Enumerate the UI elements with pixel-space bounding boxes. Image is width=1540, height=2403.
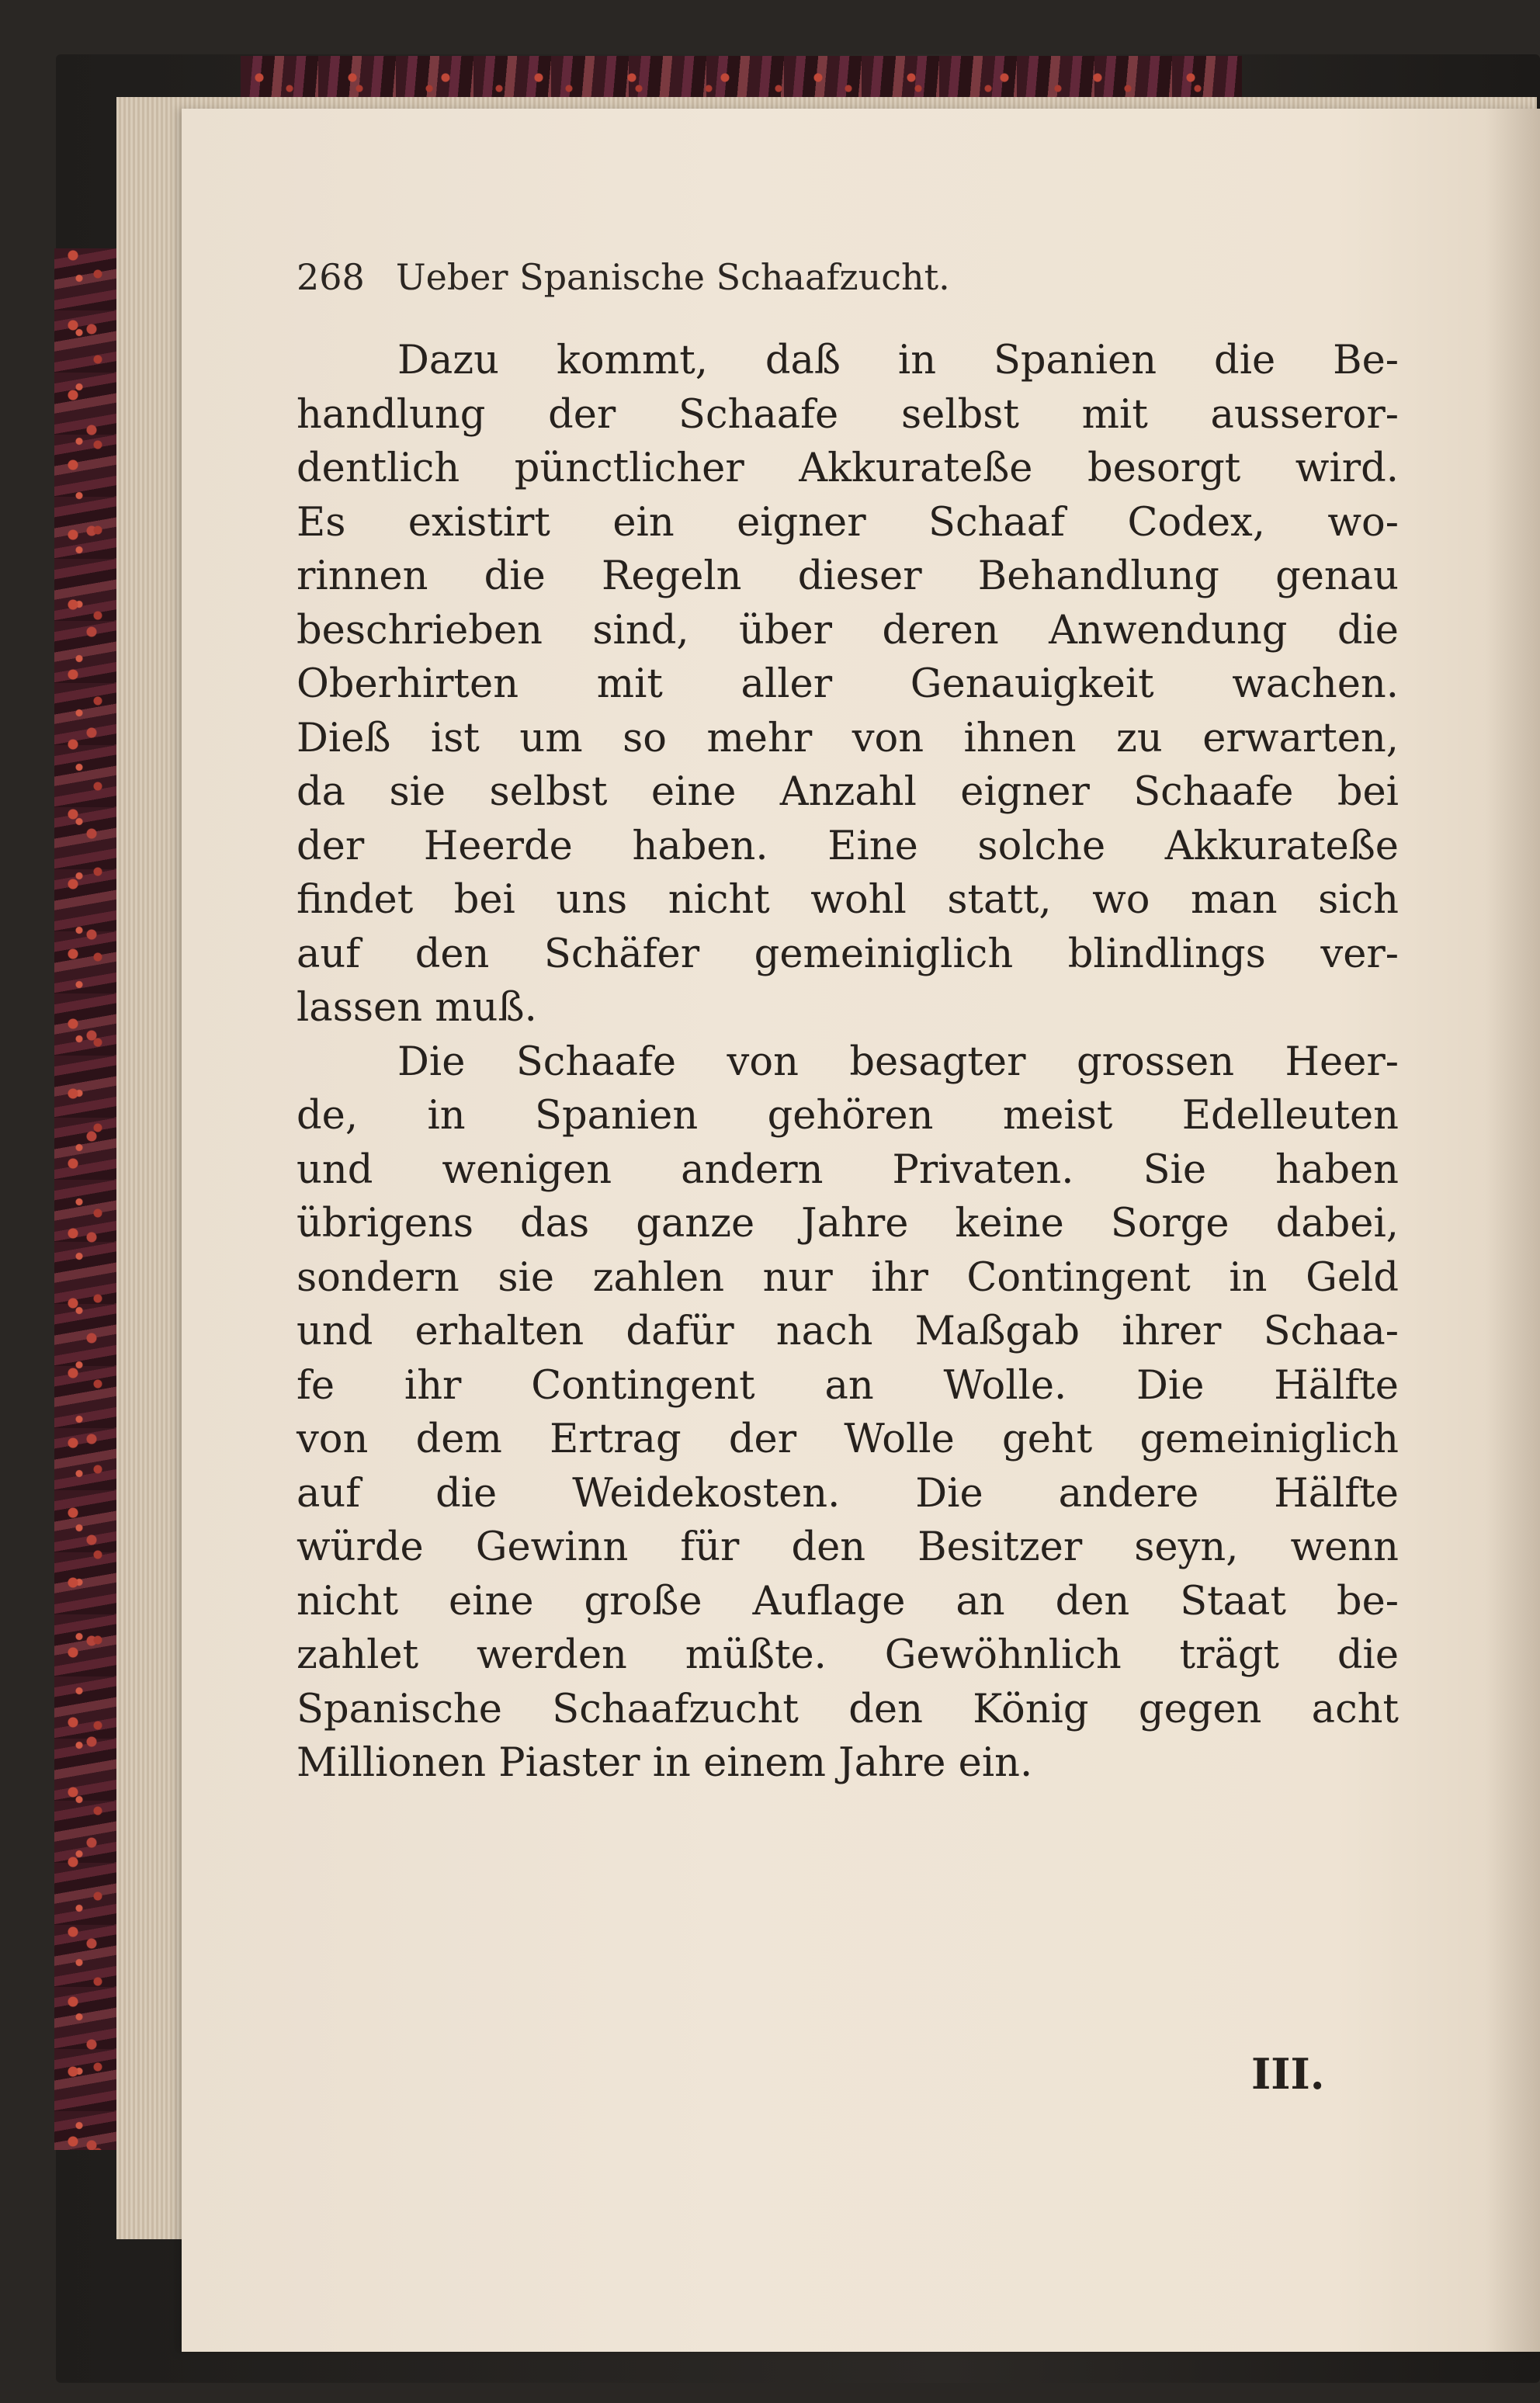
text-line: sondern sie zahlen nur ihr Contingent in Geld <box>297 1254 1399 1301</box>
marbled-endpaper-left <box>54 248 116 2150</box>
running-title: Ueber Spanische Schaafzucht. <box>395 256 950 298</box>
running-head <box>297 256 1306 298</box>
page-number: 268 <box>297 256 365 298</box>
catchword: III. <box>1251 2049 1325 2099</box>
text-line: fe ihr Contingent an Wolle. Die Hälfte <box>297 1362 1399 1409</box>
text-line: von dem Ertrag der Wolle geht gemeiniglich <box>297 1416 1399 1462</box>
text-line: Millionen Piaster in einem Jahre ein. <box>297 1740 1033 1786</box>
text-line: würde Gewinn für den Besitzer seyn, wenn <box>297 1524 1399 1570</box>
body-text <box>297 334 1399 1791</box>
text-line: findet bei uns nicht wohl statt, wo man sich <box>297 877 1399 923</box>
text-line: und wenigen andern Privaten. Sie haben <box>297 1146 1399 1193</box>
text-line: dentlich pünctlicher Akkurateße besorgt wird. <box>297 446 1399 491</box>
text-line: da sie selbst eine Anzahl eigner Schaafe bei <box>297 769 1399 815</box>
text-line: handlung der Schaafe selbst mit ausseror- <box>297 391 1399 438</box>
text-line: beschrieben sind, über deren Anwendung die <box>297 607 1399 654</box>
text-line: de, in Spanien gehören meist Edelleuten <box>297 1093 1399 1139</box>
text-line: auf den Schäfer gemeiniglich blindlings ver- <box>297 931 1399 977</box>
text-line: lassen muß. <box>297 985 537 1031</box>
text-line: zahlet werden müßte. Gewöhnlich trägt die <box>297 1632 1399 1678</box>
text-line: übrigens das ganze Jahre keine Sorge dabei, <box>297 1201 1399 1247</box>
text-line: Dieß ist um so mehr von ihnen zu erwarten, <box>297 715 1399 761</box>
text-line: auf die Weidekosten. Die andere Hälfte <box>297 1470 1399 1517</box>
text-line: Spanische Schaafzucht den König gegen acht <box>297 1686 1399 1732</box>
text-line: der Heerde haben. Eine solche Akkurateße <box>297 823 1399 869</box>
text-line: nicht eine große Auflage an den Staat be- <box>297 1578 1399 1625</box>
text-line: Oberhirten mit aller Genauigkeit wachen. <box>297 661 1399 707</box>
text-line: Die Schaafe von besagter grossen Heer- <box>397 1039 1399 1085</box>
text-line: und erhalten dafür nach Maßgab ihrer Schaa- <box>297 1309 1399 1354</box>
page-gutter-shade <box>1486 109 1540 2352</box>
text-line: rinnen die Regeln dieser Behandlung genau <box>297 553 1399 599</box>
text-line: Es existirt ein eigner Schaaf Codex, wo- <box>297 499 1399 546</box>
text-line: Dazu kommt, daß in Spanien die Be- <box>397 338 1399 383</box>
